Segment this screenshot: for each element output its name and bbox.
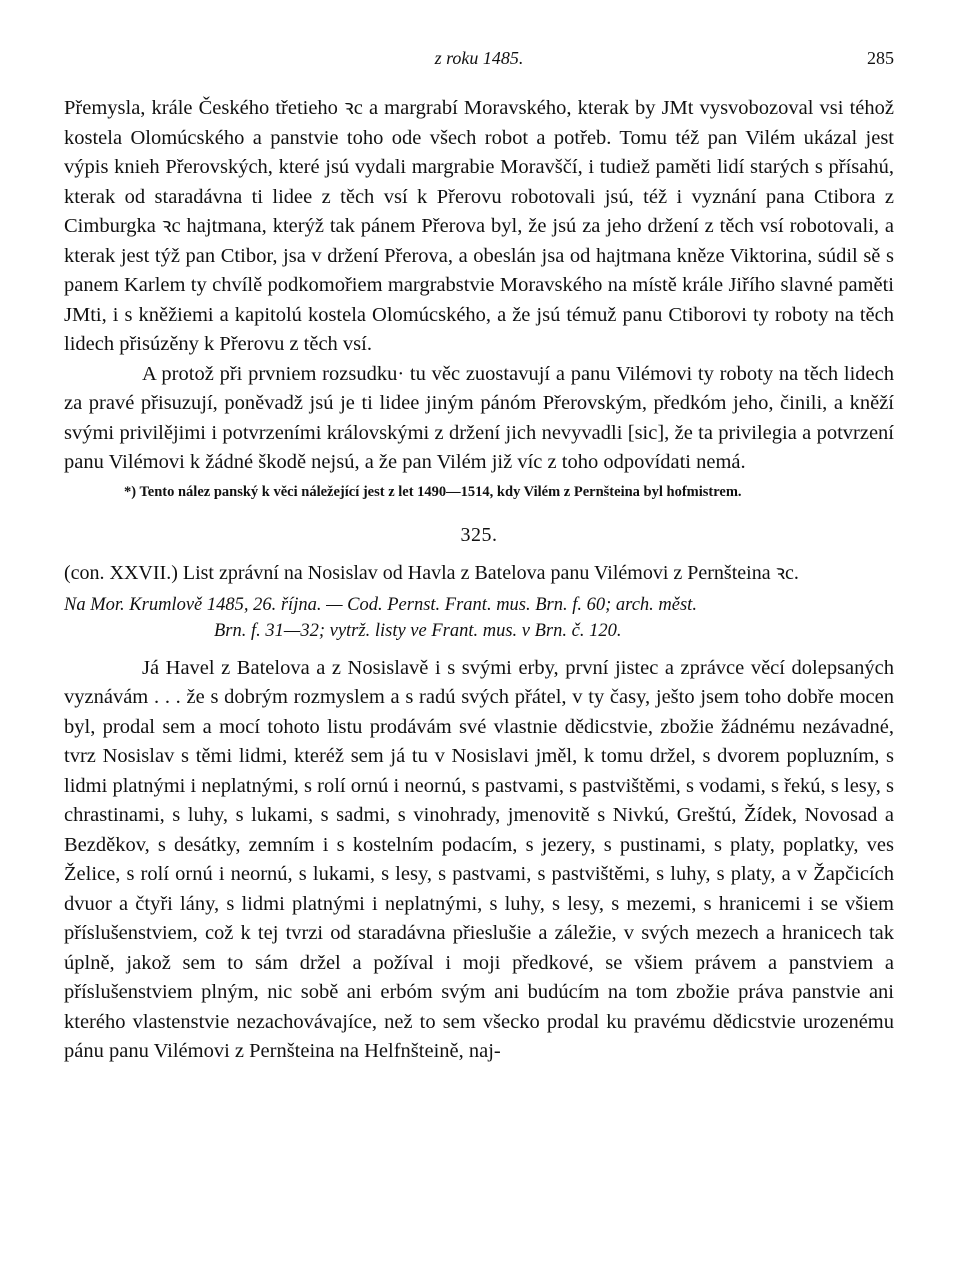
document-number: 325. <box>460 523 498 546</box>
running-title: z roku 1485. <box>434 48 524 68</box>
main-text <box>64 94 894 478</box>
paragraph-verdict: A protož při prvniem rozsudku· tu věc zuostavují a panu Vilémovi ty roboty na těch lidech za pravé přisuzují, poněvadž jsú je ti lidee jiným pánóm Přerovským, předkóm jeho, činili, a kněží svými privilějimi i potvrzeními královskými z držení jich nevyvadli [sic], že ta privilegia a potvrzení panu Vilémovi k žádné škodě nejsú, a že pan Vilém již víc z toho odpovídati nemá. <box>64 362 894 473</box>
source-line-2: Brn. f. 31—32; vytrž. listy ve Frant. mus. v Brn. č. 120. <box>214 620 622 641</box>
letter-body <box>64 654 894 1067</box>
paragraph-continued: Přemysla, krále Českého třetieho ꝛc a margrabí Moravského, kterak by JMt vysvobozoval vsi téhož kostela Olomúcského a panstvie toho ode všech robot a potřeb. Tomu též pan Vilém ukázal jest výpis knieh Přerovských, které jsú vydali margrabie Moravščí, i tudiež paměti lidí starých s přísahú, kterak od staradávna ti lidee z těch vsí k Přerovu robotovali jsú, též i vyznání pana Ctibora z Cimburgka ꝛc hajtmana, kterýž tak pánem Přerova byl, že jsú za jeho držení z těch vsí robotovali, a kterak jest týž pan Ctibor, jsa v držení Přerova, a obeslán jsa od hajtmana kněze Viktorina, súdil sě s panem Karlem ty chvílě podkomořiem margrabstvie Moravského na místě krále Jiřího slavné paměti JMti, i s kněžiemi a kapitolú kostela Olomúcského, a že jsú témuž panu Ctiborovi ty roboty na těch lidech přisúzěny k Přerovu z těch vsí. <box>64 97 894 355</box>
document-title: (con. XXVII.) List zprávní na Nosislav od Havla z Batelova panu Vilémovi z Pernšteina ꝛc. <box>64 561 799 584</box>
letter-paragraph: Já Havel z Batelova a z Nosislavě i s svými erby, první jistec a zprávce věcí dolepsaných vyznávám . . . že s dobrým rozmyslem a s radú svých přátel, v ty časy, ješto jsem toho dobře mocen byl, prodal sem a mocí tohoto listu prodávám své vlastnie dědicstvie, zbožie žádnému nezávadné, tvrz Nosislav s těmi lidmi, kteréž sem já tu v Nosislavi jměl, k tomu držel, s dvorem popluzním, s lidmi platnými i neplatnými, s rolí ornú i neornú, s pastvami, s pastvištěmi, s vodami, s řekú, s lesy, s chrastinami, s luhy, s lukami, s sadmi, s vinohrady, jmenovitě s Nivkú, Greštú, Žídek, Novosad a Bezděkov, s desátky, zemním i s kostelním podacím, s jezery, s pustinami, s platy, poplatky, ves Želice, s rolí ornú i neornú, s lukami, s lesy, s pastvami, s pastvištěmi, s luhy, s platy, a v Žapčicích dvuor a čtyři lány, s lidmi platnými i neplatnými, s luhy, s lesy, s mezemi, s hranicemi i se všiem příslušenstviem, což k tej tvrzi od staradávna přieslušie a záležie, v svých mezech a hranicech tak úplně, jakož sem to sám držel a požíval i moji předkové, se všiem právem a panstviem a příslušenstviem plným, nic sobě ani erbóm svým ani budúcím na tom zbožie práva panstvie ani kterého vlastenstvie nezachovávajíce, než to sem všecko prodal ku pravému dědicstvie urozenému pánu panu Vilémovi z Pernšteina na Helfnšteině, naj- <box>64 656 894 1062</box>
source-line-1: Na Mor. Krumlově 1485, 26. října. — Cod. Pernst. Frant. mus. Brn. f. 60; arch. měst. <box>64 594 697 615</box>
book-page <box>64 46 894 1067</box>
page-header <box>64 46 894 76</box>
source-citation <box>64 592 894 644</box>
page-number: 285 <box>867 48 894 68</box>
footnote: *) Tento nález panský k věci náležející jest z let 1490—1514, kdy Vilém z Pernšteina byl hofmistrem. <box>124 483 742 500</box>
